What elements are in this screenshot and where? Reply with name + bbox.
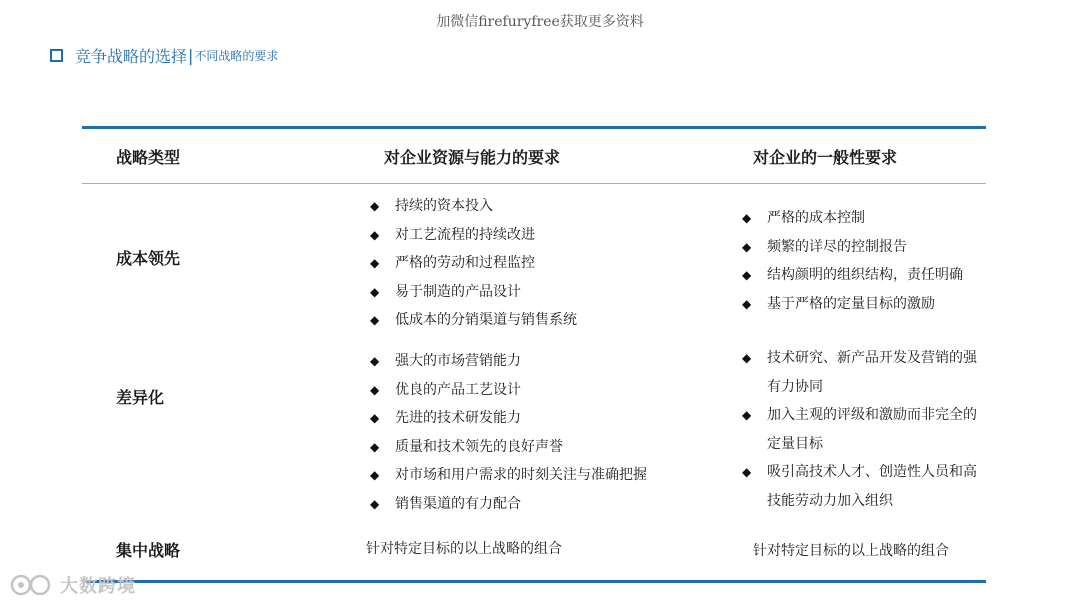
focus-strategy-general-text: 针对特定目标的以上战略的组合	[753, 543, 949, 559]
diamond-bullet-icon: ◆	[370, 496, 380, 511]
diamond-bullet-icon: ◆	[742, 211, 752, 225]
header-strategy-type: 战略类型	[116, 148, 181, 167]
diamond-bullet-icon: ◆	[370, 284, 380, 299]
list-item: ◆ 严格的劳动和过程监控	[370, 249, 730, 278]
focus-strategy-resources-text: 针对特定目标的以上战略的组合	[366, 541, 562, 557]
diamond-bullet-icon: ◆	[742, 296, 752, 311]
list-item: ◆ 强大的市场营销能力	[370, 347, 730, 376]
diamond-bullet-icon: ◆	[370, 227, 380, 242]
list-item: ◆ 低成本的分销渠道与销售系统	[370, 306, 730, 335]
cost-leadership-resources-list	[370, 192, 730, 335]
list-item: ◆ 技术研究、新产品开发及营销的强有力协同	[742, 344, 992, 401]
diamond-bullet-icon: ◆	[370, 468, 380, 482]
list-item: ◆ 优良的产品工艺设计	[370, 376, 730, 405]
title-subtitle: 不同战略的要求	[194, 49, 279, 63]
differentiation-resources-list	[370, 347, 730, 518]
diamond-bullet-icon: ◆	[742, 268, 752, 282]
table-top-rule	[82, 126, 986, 129]
diamond-bullet-icon: ◆	[370, 411, 380, 425]
slide-title	[50, 44, 278, 67]
list-item: ◆ 易于制造的产品设计	[370, 278, 730, 307]
cost-leadership-general-list	[742, 204, 992, 318]
list-item: ◆ 销售渠道的有力配合	[370, 490, 730, 519]
table-header-rule	[82, 183, 986, 184]
list-item: ◆ 严格的成本控制	[742, 204, 992, 233]
title-separator: |	[188, 46, 194, 65]
list-item: ◆ 对市场和用户需求的时刻关注与准确把握	[370, 461, 730, 490]
row-label-cost-leadership: 成本领先	[116, 249, 181, 268]
title-square-icon	[50, 49, 63, 62]
brand-logo	[10, 572, 136, 598]
list-item: ◆ 持续的资本投入	[370, 192, 730, 221]
diamond-bullet-icon: ◆	[742, 351, 752, 365]
list-item: ◆ 加入主观的评级和激励而非完全的定量目标	[742, 401, 992, 458]
diamond-bullet-icon: ◆	[742, 465, 752, 479]
diamond-bullet-icon: ◆	[370, 313, 380, 327]
header-general-requirements: 对企业的一般性要求	[753, 148, 898, 167]
watermark-text: 加微信firefuryfree获取更多资料	[436, 14, 644, 30]
diamond-bullet-icon: ◆	[370, 382, 380, 397]
diamond-bullet-icon: ◆	[742, 239, 752, 254]
list-item: ◆ 基于严格的定量目标的激励	[742, 290, 992, 319]
list-item: ◆ 吸引高技术人才、创造性人员和高技能劳动力加入组织	[742, 458, 992, 515]
title-main: 竞争战略的选择	[75, 47, 188, 66]
differentiation-general-list	[742, 344, 992, 515]
list-item: ◆ 先进的技术研发能力	[370, 404, 730, 433]
row-label-differentiation: 差异化	[116, 388, 165, 407]
list-item: ◆ 频繁的详尽的控制报告	[742, 233, 992, 262]
header-resource-requirements: 对企业资源与能力的要求	[384, 148, 561, 167]
list-item: ◆ 对工艺流程的持续改进	[370, 221, 730, 250]
list-item: ◆ 质量和技术领先的良好声誉	[370, 433, 730, 462]
diamond-bullet-icon: ◆	[370, 354, 380, 368]
row-label-focus-strategy: 集中战略	[116, 541, 181, 560]
dashuju-logo-icon	[10, 572, 54, 598]
brand-logo-text: 大数跨境	[60, 576, 136, 597]
table-bottom-rule	[82, 580, 986, 583]
list-item: ◆ 结构颜明的组织结构，责任明确	[742, 261, 992, 290]
diamond-bullet-icon: ◆	[370, 199, 380, 213]
diamond-bullet-icon: ◆	[370, 439, 380, 454]
diamond-bullet-icon: ◆	[370, 256, 380, 270]
diamond-bullet-icon: ◆	[742, 408, 752, 422]
